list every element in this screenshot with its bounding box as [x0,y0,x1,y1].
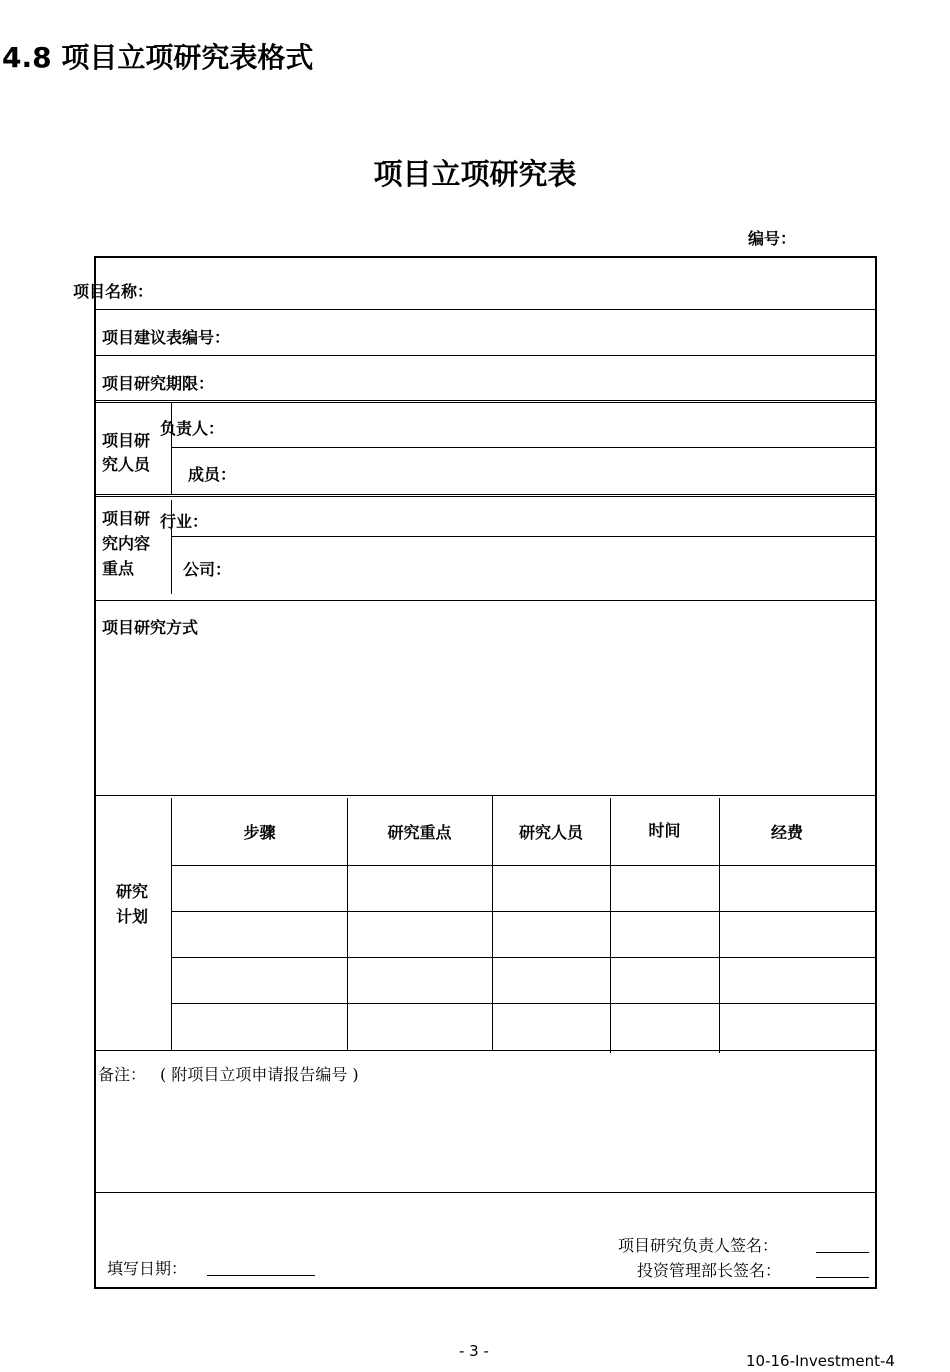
project-name-label: 项目名称： [73,282,154,301]
plan-header-focus: 研究重点 [387,823,452,842]
leader-signature-blank [816,1252,869,1253]
plan-header-time: 时间 [648,821,681,840]
research-focus-label-line2: 究内容 [102,534,151,553]
research-personnel-label-line1: 项目研 [102,431,151,450]
manager-signature-label: 投资管理部长签名： [637,1261,782,1280]
industry-label: 行业： [160,512,209,531]
document-code: 10-16-Investment-4 [746,1352,895,1370]
project-members-label: 成员： [188,465,237,484]
remarks-note: ( 附项目立项申请报告编号 ) [160,1065,359,1084]
form-title: 项目立项研究表 [373,157,577,191]
company-label: 公司： [183,560,232,579]
research-focus-label-line3: 重点 [102,559,135,578]
research-period-label: 项目研究期限： [102,374,215,393]
research-plan-label-line2: 计划 [116,907,149,926]
section-heading: 4.8 项目立项研究表格式 [2,41,314,74]
plan-header-step: 步骤 [243,823,276,842]
serial-number-label: 编号： [748,229,797,248]
research-plan-label-line1: 研究 [116,882,149,901]
research-form-table [94,256,877,1289]
plan-header-cost: 经费 [770,823,803,842]
project-leader-label: 负责人： [160,419,225,438]
leader-signature-label: 项目研究负责人签名： [618,1236,779,1255]
plan-header-personnel: 研究人员 [518,823,583,842]
manager-signature-blank [816,1277,869,1278]
research-method-label: 项目研究方式 [102,618,199,637]
remarks-label: 备注： [98,1065,147,1084]
fill-date-blank [207,1275,315,1276]
research-personnel-label-line2: 究人员 [102,455,151,474]
proposal-number-label: 项目建议表编号： [102,328,231,347]
research-focus-label-line1: 项目研 [102,509,151,528]
fill-date-label: 填写日期： [107,1259,188,1278]
page-number: - 3 - [459,1342,489,1360]
